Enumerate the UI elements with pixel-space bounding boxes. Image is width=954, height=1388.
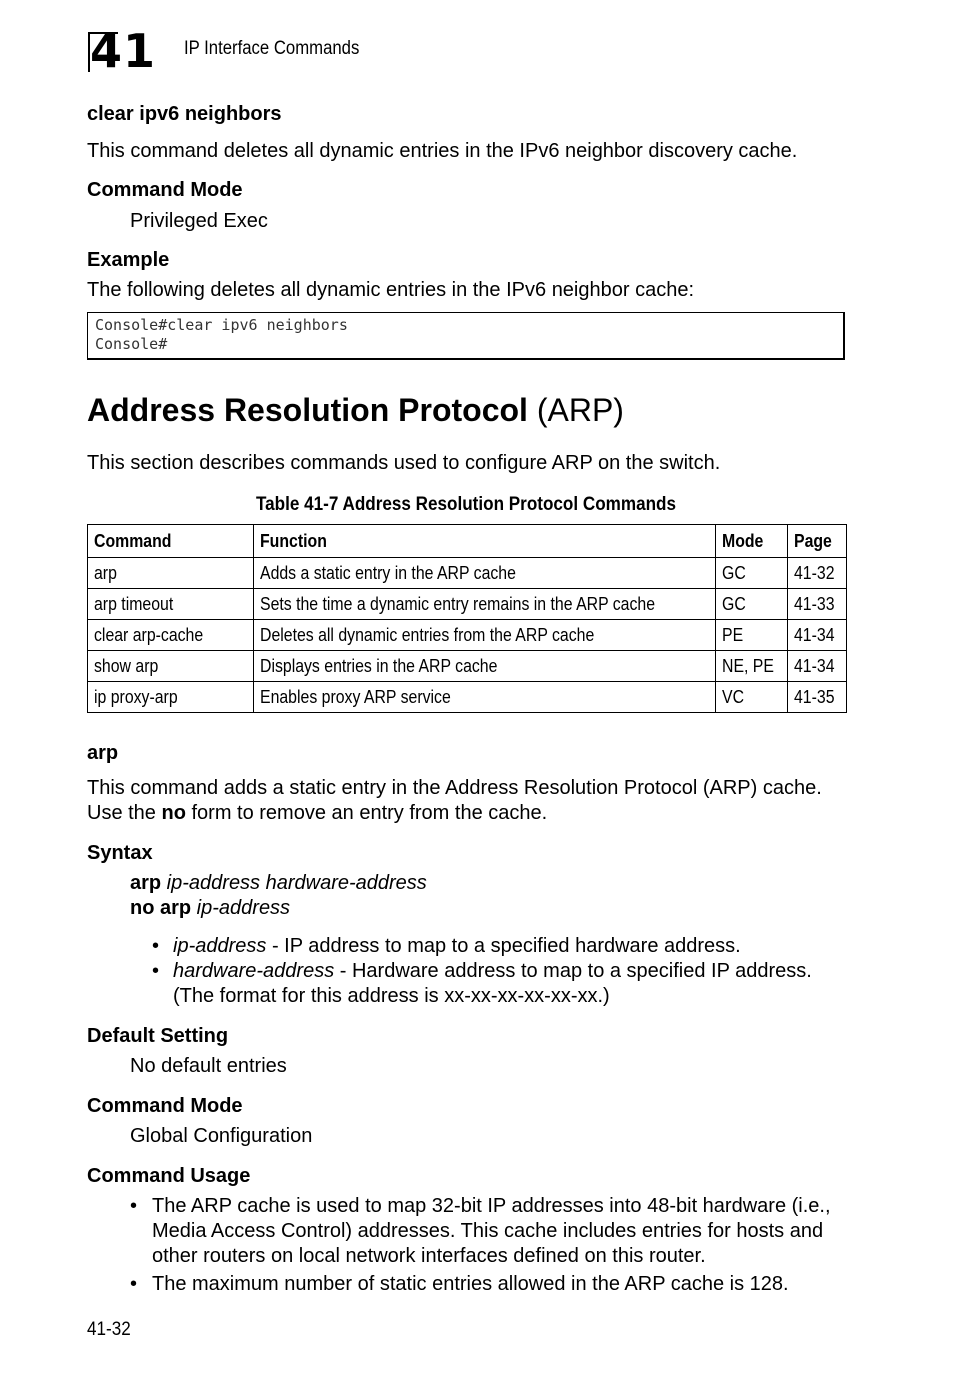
commands-table	[87, 524, 847, 713]
table-row	[88, 651, 847, 682]
table-cell: clear arp-cache	[88, 620, 254, 651]
syntax-line-arp	[130, 872, 427, 895]
table-cell: show arp	[88, 651, 254, 682]
table-row	[88, 558, 847, 589]
bullet-marker: •	[130, 1273, 138, 1295]
syntax-command: arp	[130, 872, 162, 894]
syntax-args: ip-address hardware-address	[161, 872, 427, 894]
param-hardware-address-format: (The format for this address is xx-xx-xx-xx-xx-xx.)	[173, 985, 610, 1007]
section-title-suffix: (ARP)	[527, 392, 624, 428]
table-row	[88, 589, 847, 620]
usage-item-line: The ARP cache is used to map 32-bit IP addresses into 48-bit hardware (i.e.,	[152, 1195, 831, 1217]
clear-ipv6-neighbors-heading: clear ipv6 neighbors	[87, 103, 282, 125]
table-cell: NE, PE	[715, 651, 787, 682]
arp-description-line2	[87, 802, 547, 825]
param-name: hardware-address	[173, 960, 335, 982]
table-header-row	[88, 525, 847, 558]
table-cell: 41-33	[787, 589, 846, 620]
table-header-cell: Page	[787, 525, 846, 558]
example-heading: Example	[87, 249, 170, 271]
usage-item: The maximum number of static entries allowed in the ARP cache is 128.	[152, 1273, 789, 1295]
default-setting-value: No default entries	[130, 1055, 287, 1077]
table-cell: ip proxy-arp	[88, 682, 254, 713]
table-header-cell: Function	[254, 525, 716, 558]
example-text: The following deletes all dynamic entries in the IPv6 neighbor cache:	[87, 279, 695, 301]
table-cell: 41-32	[787, 558, 846, 589]
section-intro: This section describes commands used to configure ARP on the switch.	[87, 452, 721, 474]
chapter-number: 41	[90, 24, 157, 78]
default-setting-heading: Default Setting	[87, 1025, 229, 1047]
text-span: Use the	[87, 802, 162, 824]
bullet-marker: •	[152, 935, 160, 957]
command-mode-value: Global Configuration	[130, 1125, 313, 1147]
table-cell: arp timeout	[88, 589, 254, 620]
command-mode-heading: Command Mode	[87, 179, 243, 201]
syntax-heading: Syntax	[87, 842, 153, 864]
table-cell: arp	[88, 558, 254, 589]
code-line: Console#clear ipv6 neighbors	[95, 316, 348, 334]
section-title-bold: Address Resolution Protocol	[87, 392, 528, 428]
table-cell: GC	[715, 558, 787, 589]
table-cell: Displays entries in the ARP cache	[254, 651, 716, 682]
code-example-box	[87, 312, 845, 360]
usage-item-line: other routers on local network interfaces defined on this router.	[152, 1245, 706, 1267]
table-cell: 41-35	[787, 682, 846, 713]
bullet-marker: •	[152, 960, 160, 982]
command-mode-heading: Command Mode	[87, 1095, 243, 1117]
command-mode-value: Privileged Exec	[130, 210, 268, 232]
page-number: 41-32	[87, 1319, 131, 1340]
clear-ipv6-description: This command deletes all dynamic entries in the IPv6 neighbor discovery cache.	[87, 140, 798, 162]
param-name: ip-address	[173, 935, 267, 957]
table-cell: Enables proxy ARP service	[254, 682, 716, 713]
param-ip-address	[173, 935, 741, 958]
table-cell: GC	[715, 589, 787, 620]
syntax-args: ip-address	[191, 897, 291, 919]
table-cell: Deletes all dynamic entries from the ARP cache	[254, 620, 716, 651]
table-cell: Adds a static entry in the ARP cache	[254, 558, 716, 589]
table-cell: PE	[715, 620, 787, 651]
syntax-command: no arp	[130, 897, 192, 919]
code-line: Console#	[95, 335, 168, 353]
arp-heading: arp	[87, 742, 119, 764]
table-cell: VC	[715, 682, 787, 713]
table-header-cell: Command	[88, 525, 254, 558]
usage-item-line: Media Access Control) addresses. This cache includes entries for hosts and	[152, 1220, 824, 1242]
section-title	[87, 392, 624, 429]
table-row	[88, 620, 847, 651]
bullet-marker: •	[130, 1195, 138, 1217]
table-cell: 41-34	[787, 620, 846, 651]
param-desc: - IP address to map to a specified hardware address.	[266, 935, 741, 957]
arp-description-line1: This command adds a static entry in the Address Resolution Protocol (ARP) cache.	[87, 777, 822, 799]
table-row	[88, 682, 847, 713]
text-span: form to remove an entry from the cache.	[185, 802, 548, 824]
table-cell: Sets the time a dynamic entry remains in the ARP cache	[254, 589, 716, 620]
table-cell: 41-34	[787, 651, 846, 682]
table-header-cell: Mode	[715, 525, 787, 558]
table-caption: Table 41-7 Address Resolution Protocol Commands	[256, 494, 676, 515]
syntax-line-no-arp	[130, 897, 290, 920]
command-usage-heading: Command Usage	[87, 1165, 251, 1187]
running-header-title: IP Interface Commands	[184, 38, 360, 59]
no-keyword: no	[161, 802, 186, 824]
param-hardware-address	[173, 960, 812, 983]
param-desc: - Hardware address to map to a specified IP address.	[334, 960, 812, 982]
